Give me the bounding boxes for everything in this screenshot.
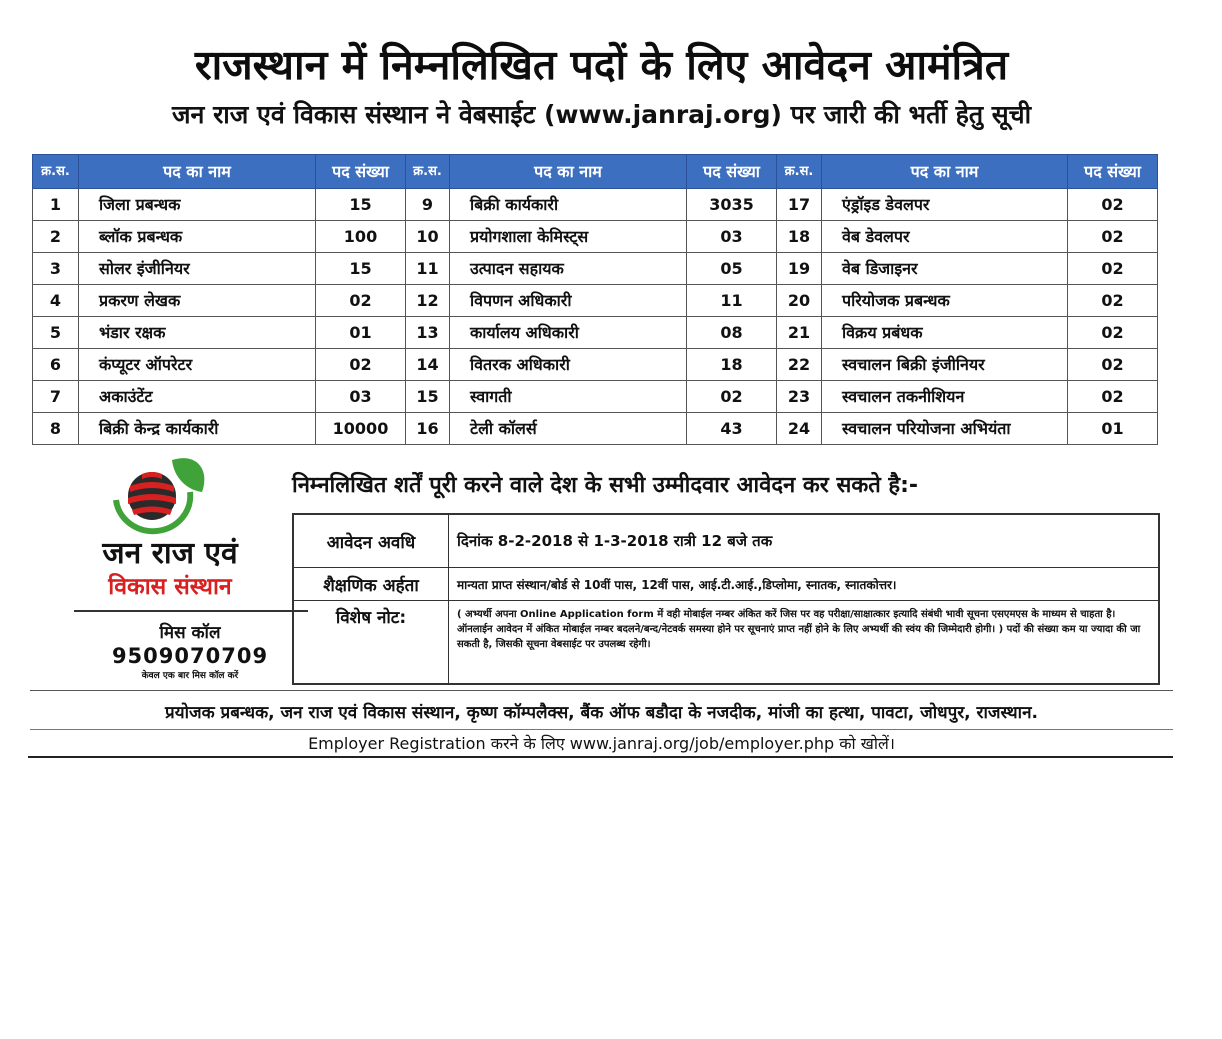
- footer-divider: [30, 690, 1173, 691]
- post-name: कंप्यूटर ऑपरेटर: [79, 349, 316, 381]
- post-name: वेब डिजाइनर: [822, 253, 1068, 285]
- post-sn: 21: [777, 317, 822, 349]
- header-post-count: पद संख्या: [1068, 155, 1158, 189]
- post-count: 15: [316, 189, 406, 221]
- post-name: ब्लॉक प्रबन्धक: [79, 221, 316, 253]
- header-sn: क्र.स.: [33, 155, 79, 189]
- post-sn: 10: [406, 221, 450, 253]
- post-name: विपणन अधिकारी: [450, 285, 687, 317]
- conditions-heading: निम्नलिखित शर्तें पूरी करने वाले देश के सभी उम्मीदवार आवेदन कर सकते है:-: [292, 473, 919, 498]
- logo-org-name-line1: जन राज एवं: [102, 536, 238, 571]
- table-row: [33, 285, 1158, 317]
- post-sn: 17: [777, 189, 822, 221]
- post-count: 02: [1068, 381, 1158, 413]
- post-name: एंड्रॉइड डेवलपर: [822, 189, 1068, 221]
- header-post-count: पद संख्या: [687, 155, 777, 189]
- header-sn: क्र.स.: [777, 155, 822, 189]
- missed-call-note: केवल एक बार मिस कॉल करें: [141, 671, 239, 681]
- header-post-count: पद संख्या: [316, 155, 406, 189]
- post-name: परियोजक प्रबन्धक: [822, 285, 1068, 317]
- post-count: 3035: [687, 189, 777, 221]
- post-sn: 9: [406, 189, 450, 221]
- post-sn: 2: [33, 221, 79, 253]
- organization-logo-block: [70, 450, 270, 710]
- post-sn: 20: [777, 285, 822, 317]
- post-name: स्वागती: [450, 381, 687, 413]
- post-count: 01: [1068, 413, 1158, 445]
- post-count: 03: [687, 221, 777, 253]
- post-sn: 8: [33, 413, 79, 445]
- post-sn: 4: [33, 285, 79, 317]
- table-row: [33, 413, 1158, 445]
- post-sn: 24: [777, 413, 822, 445]
- post-name: उत्पादन सहायक: [450, 253, 687, 285]
- post-count: 02: [1068, 253, 1158, 285]
- post-sn: 7: [33, 381, 79, 413]
- post-name: स्वचालन बिक्री इंजीनियर: [822, 349, 1068, 381]
- post-name: सोलर इंजीनियर: [79, 253, 316, 285]
- post-name: भंडार रक्षक: [79, 317, 316, 349]
- post-name: अकाउंटेंट: [79, 381, 316, 413]
- post-count: 10000: [316, 413, 406, 445]
- employer-registration-note: Employer Registration करने के लिए www.janraj.org/job/employer.php को खोलें।: [308, 734, 895, 753]
- post-count: 15: [316, 253, 406, 285]
- condition-value: ( अभ्यर्थी अपना Online Application form में वही मोबाईल नम्बर अंकित करें जिस पर वह परीक्षा/साक्षात्कार इत्यादि संबंधी भावी सूचना एसएमएस के माध्यम से चाहता है। ऑनलाईन आवेदन में अंकित मोबाईल नम्बर बदलने/बन्द/नेटवर्क समस्या होने पर सूचनाएं प्राप्त नहीं होने के लिए अभ्यर्थी की स्वंय की जिम्मेदारी होगी। ) पदों की संख्या कम या ज्यादा की जा सकती है, जिसकी सूचना वेबसाईट पर उपलब्ध रहेगी।: [449, 601, 1160, 685]
- post-count: 18: [687, 349, 777, 381]
- post-count: 01: [316, 317, 406, 349]
- logo-divider: [74, 610, 308, 612]
- conditions-table: [292, 513, 1160, 685]
- post-count: 02: [316, 349, 406, 381]
- post-count: 11: [687, 285, 777, 317]
- condition-label: विशेष नोट:: [293, 601, 449, 685]
- header-post-name: पद का नाम: [822, 155, 1068, 189]
- footer-divider: [30, 729, 1173, 730]
- post-name: स्वचालन तकनीशियन: [822, 381, 1068, 413]
- job-advertisement: [30, 30, 1173, 758]
- footer-address: प्रयोजक प्रबन्धक, जन राज एवं विकास संस्थान, कृष्ण कॉम्पलैक्स, बैंक ऑफ बडौदा के नजदीक, मांजी का हत्था, पावटा, जोधपुर, राजस्थान.: [165, 703, 1038, 723]
- post-sn: 6: [33, 349, 79, 381]
- page-title: राजस्थान में निम्नलिखित पदों के लिए आवेदन आमंत्रित: [194, 41, 1009, 89]
- posts-table-header: [33, 155, 1158, 189]
- table-row: [33, 253, 1158, 285]
- condition-row-period: [293, 514, 1159, 568]
- post-sn: 18: [777, 221, 822, 253]
- post-count: 02: [687, 381, 777, 413]
- post-name: बिक्री केन्द्र कार्यकारी: [79, 413, 316, 445]
- post-name: प्रकरण लेखक: [79, 285, 316, 317]
- post-sn: 23: [777, 381, 822, 413]
- bottom-border: [28, 756, 1173, 758]
- table-row: [33, 189, 1158, 221]
- post-count: 43: [687, 413, 777, 445]
- post-name: विक्रय प्रबंधक: [822, 317, 1068, 349]
- post-sn: 1: [33, 189, 79, 221]
- table-row: [33, 221, 1158, 253]
- post-count: 03: [316, 381, 406, 413]
- post-name: जिला प्रबन्धक: [79, 189, 316, 221]
- condition-label: शैक्षणिक अर्हता: [293, 568, 449, 601]
- globe-leaf-logo-icon: [102, 450, 212, 538]
- condition-value: दिनांक 8-2-2018 से 1-3-2018 रात्री 12 बजे तक: [449, 514, 1160, 568]
- missed-call-phone: 9509070709: [111, 644, 269, 668]
- missed-call-label: मिस कॉल: [159, 623, 221, 643]
- post-name: टेली कॉलर्स: [450, 413, 687, 445]
- condition-value: मान्यता प्राप्त संस्थान/बोर्ड से 10वीं पास, 12वीं पास, आई.टी.आई.,डिप्लोमा, स्नातक, स्नातकोत्तर।: [449, 568, 1160, 601]
- table-row: [33, 317, 1158, 349]
- post-name: वेब डेवलपर: [822, 221, 1068, 253]
- post-count: 05: [687, 253, 777, 285]
- post-name: कार्यालय अधिकारी: [450, 317, 687, 349]
- post-count: 08: [687, 317, 777, 349]
- post-sn: 22: [777, 349, 822, 381]
- header-post-name: पद का नाम: [79, 155, 316, 189]
- post-sn: 15: [406, 381, 450, 413]
- post-count: 02: [1068, 317, 1158, 349]
- posts-table: [32, 154, 1158, 445]
- post-sn: 16: [406, 413, 450, 445]
- post-sn: 19: [777, 253, 822, 285]
- condition-row-special-note: [293, 601, 1159, 685]
- post-name: बिक्री कार्यकारी: [450, 189, 687, 221]
- logo-org-name-line2: विकास संस्थान: [108, 574, 232, 600]
- post-sn: 14: [406, 349, 450, 381]
- condition-row-qualification: [293, 568, 1159, 601]
- post-sn: 5: [33, 317, 79, 349]
- table-row: [33, 349, 1158, 381]
- page-subtitle: जन राज एवं विकास संस्थान ने वेबसाईट (www.janraj.org) पर जारी की भर्ती हेतु सूची: [171, 100, 1032, 129]
- post-sn: 3: [33, 253, 79, 285]
- header-sn: क्र.स.: [406, 155, 450, 189]
- post-sn: 13: [406, 317, 450, 349]
- post-name: स्वचालन परियोजना अभियंता: [822, 413, 1068, 445]
- post-sn: 11: [406, 253, 450, 285]
- table-row: [33, 381, 1158, 413]
- post-name: वितरक अधिकारी: [450, 349, 687, 381]
- condition-label: आवेदन अवधि: [293, 514, 449, 568]
- post-count: 02: [316, 285, 406, 317]
- post-count: 02: [1068, 285, 1158, 317]
- post-count: 02: [1068, 189, 1158, 221]
- post-name: प्रयोगशाला केमिस्ट्स: [450, 221, 687, 253]
- post-count: 100: [316, 221, 406, 253]
- header-post-name: पद का नाम: [450, 155, 687, 189]
- post-count: 02: [1068, 221, 1158, 253]
- post-count: 02: [1068, 349, 1158, 381]
- post-sn: 12: [406, 285, 450, 317]
